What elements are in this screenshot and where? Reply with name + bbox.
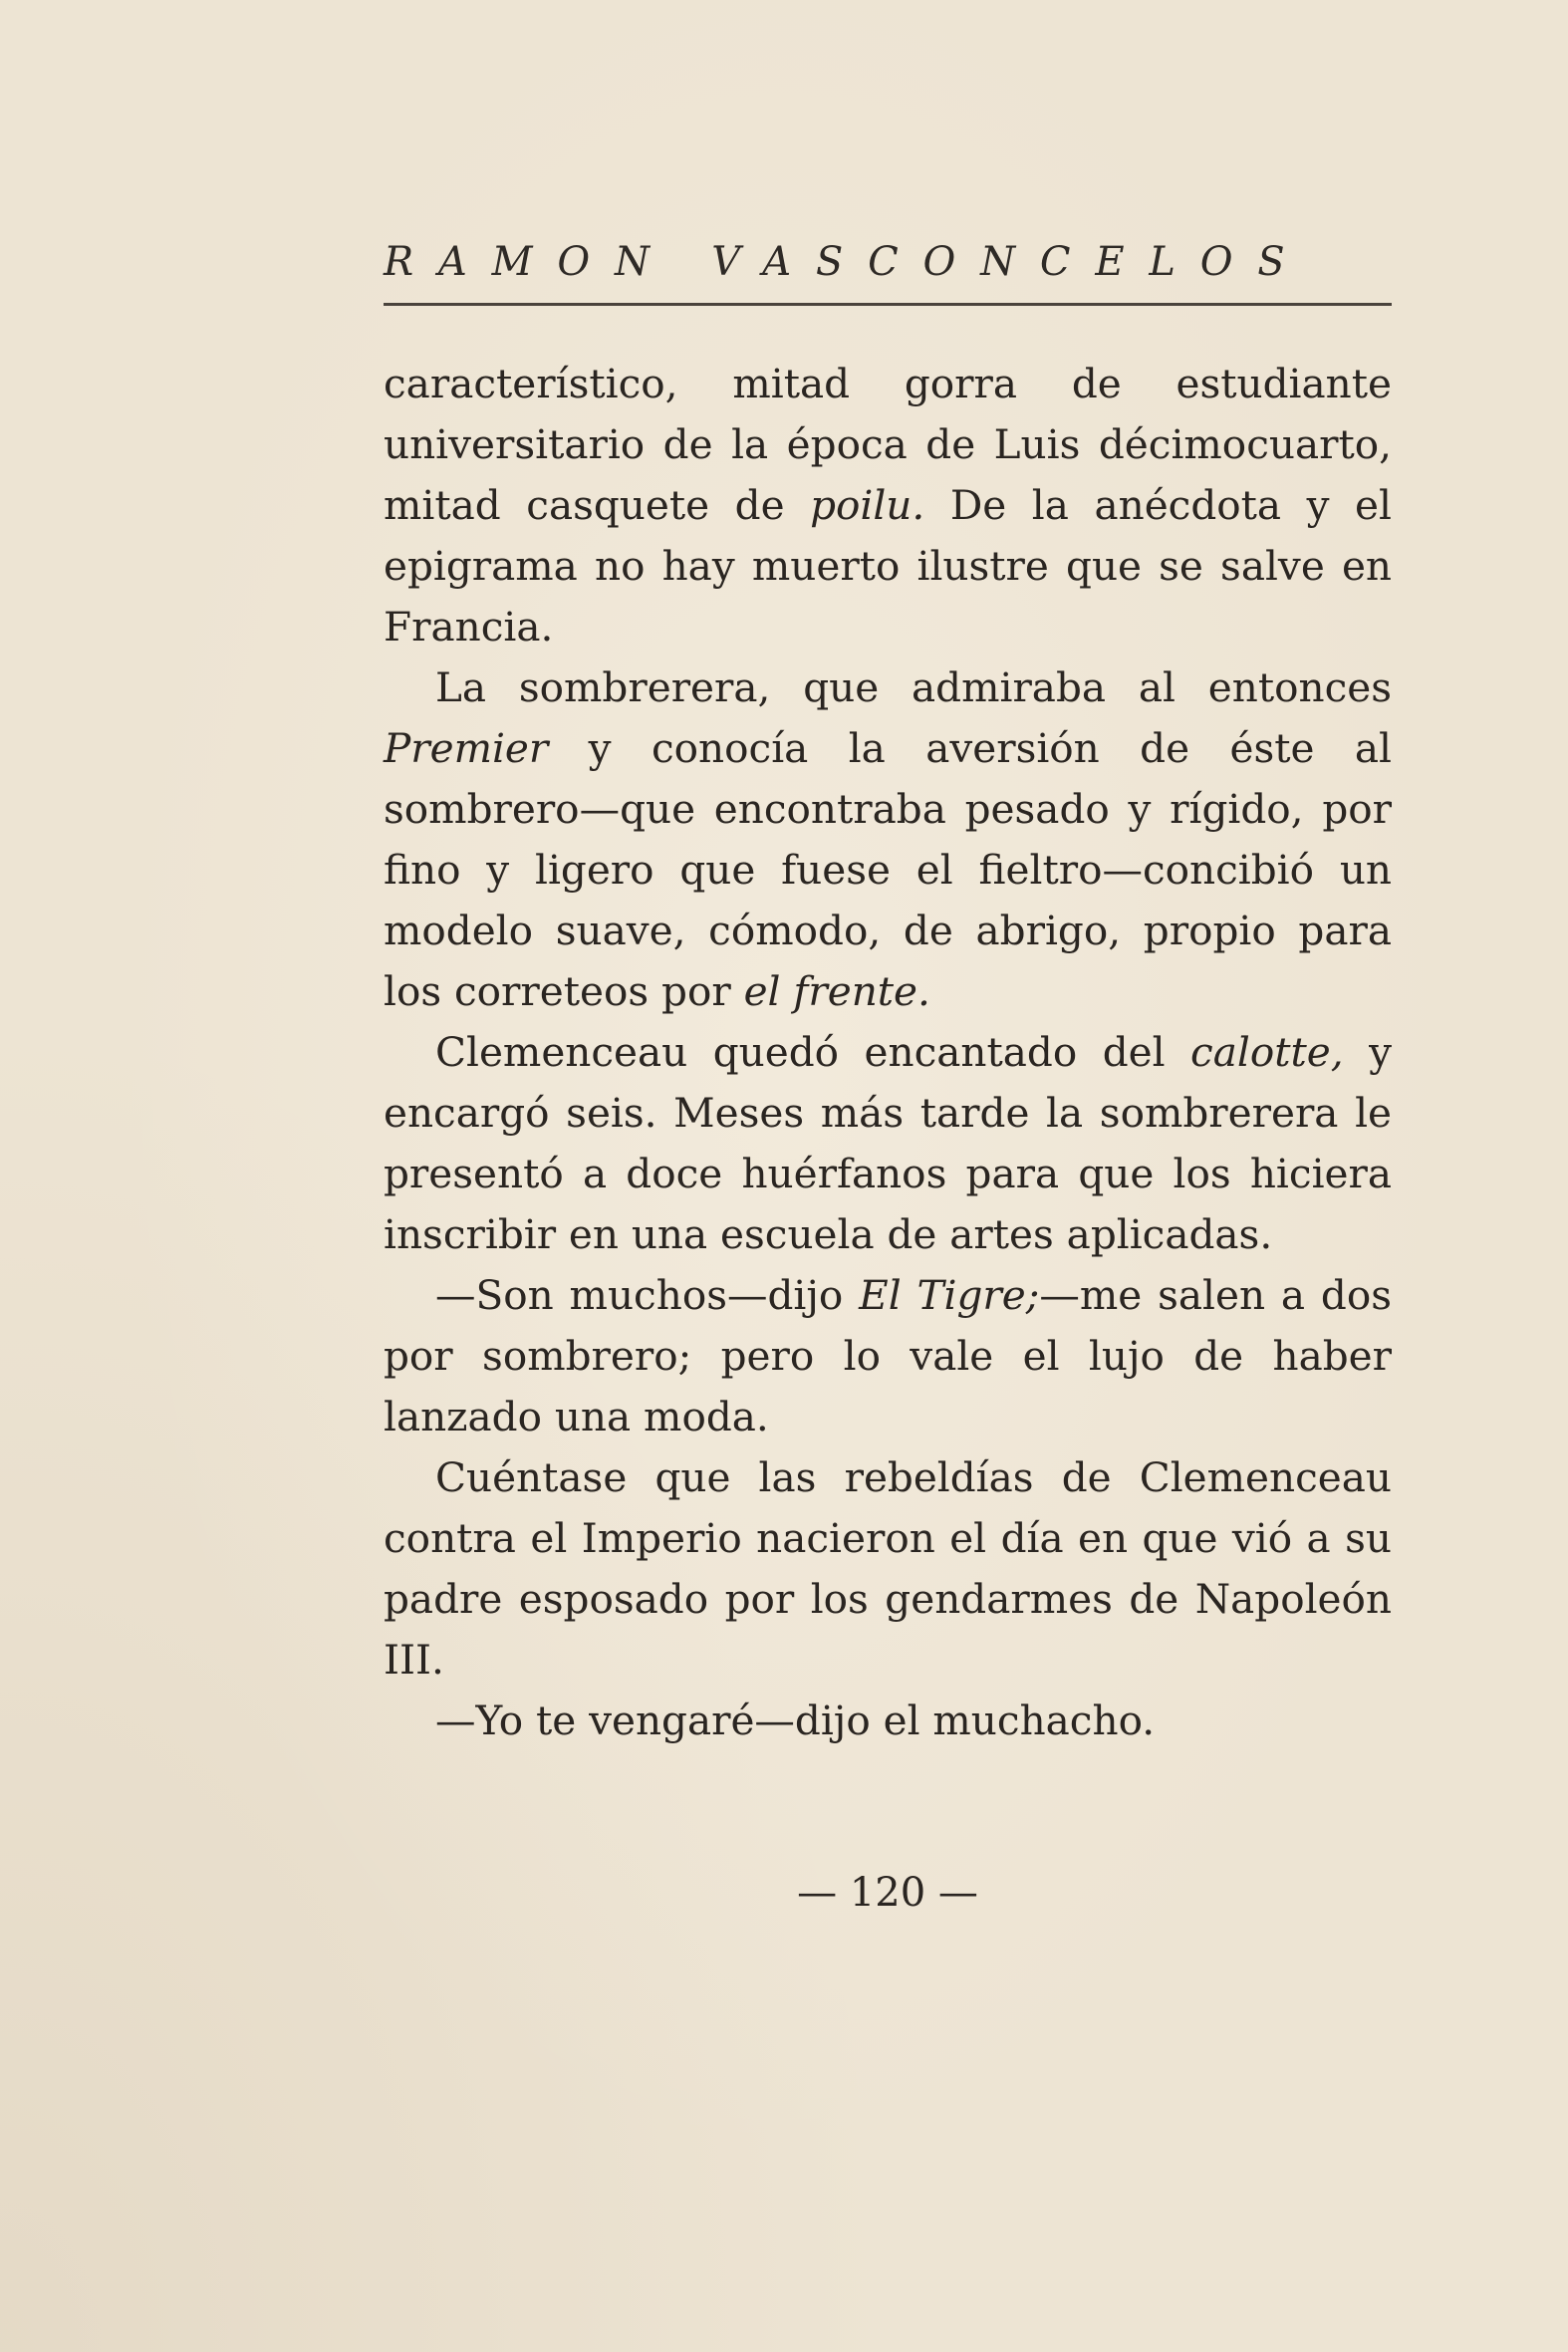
page-number: — 120 — xyxy=(797,1870,978,1916)
text-run: De la anécdota y el epigrama no hay muerto ilustre que se salve en Francia. xyxy=(384,481,1392,651)
paragraph xyxy=(384,1265,1392,1447)
paragraph xyxy=(384,354,1392,657)
running-head: RAMON VASCONCELOS xyxy=(384,239,1310,285)
body-text xyxy=(384,354,1392,1751)
text-run: —me salen a dos por sombrero; pero lo vale el lujo de haber lanzado una moda. xyxy=(384,1271,1392,1440)
paragraph xyxy=(384,1447,1392,1691)
italic-text: poilu. xyxy=(810,481,925,529)
italic-text: El Tigre; xyxy=(859,1271,1040,1319)
header-rule xyxy=(384,303,1392,306)
text-run: —Son muchos—dijo xyxy=(435,1271,860,1319)
text-run: característico, mitad gorra de estudiante universitario de la época de Luis décimocuarto, mitad casquete de xyxy=(384,360,1392,529)
text-run: La sombrerera, que admiraba al entonces xyxy=(435,663,1392,711)
text-run: y encargó seis. Meses más tarde la sombrerera le presentó a doce huérfanos para que los hiciera inscribir en una escuela de artes aplicadas. xyxy=(384,1028,1392,1258)
book-page xyxy=(384,231,1392,1916)
text-run: Cuéntase que las rebeldías de Clemenceau contra el Imperio nacieron el día en que vió a su padre esposado por los gendarmes de Napoleón III. xyxy=(384,1453,1392,1684)
italic-text: el frente. xyxy=(743,967,930,1015)
paragraph xyxy=(384,657,1392,1022)
text-run: y conocía la aversión de éste al sombrero—que encontraba pesado y rígido, por fino y ligero que fuese el fieltro—concibió un modelo suave, cómodo, de abrigo, propio para los correteos por xyxy=(384,724,1392,1015)
text-run: Clemenceau quedó encantado del xyxy=(435,1028,1191,1076)
paragraph xyxy=(384,1691,1392,1751)
italic-text: calotte, xyxy=(1190,1028,1344,1076)
italic-text: Premier xyxy=(384,724,549,772)
paragraph xyxy=(384,1022,1392,1265)
text-run: —Yo te vengaré—dijo el muchacho. xyxy=(435,1697,1156,1744)
